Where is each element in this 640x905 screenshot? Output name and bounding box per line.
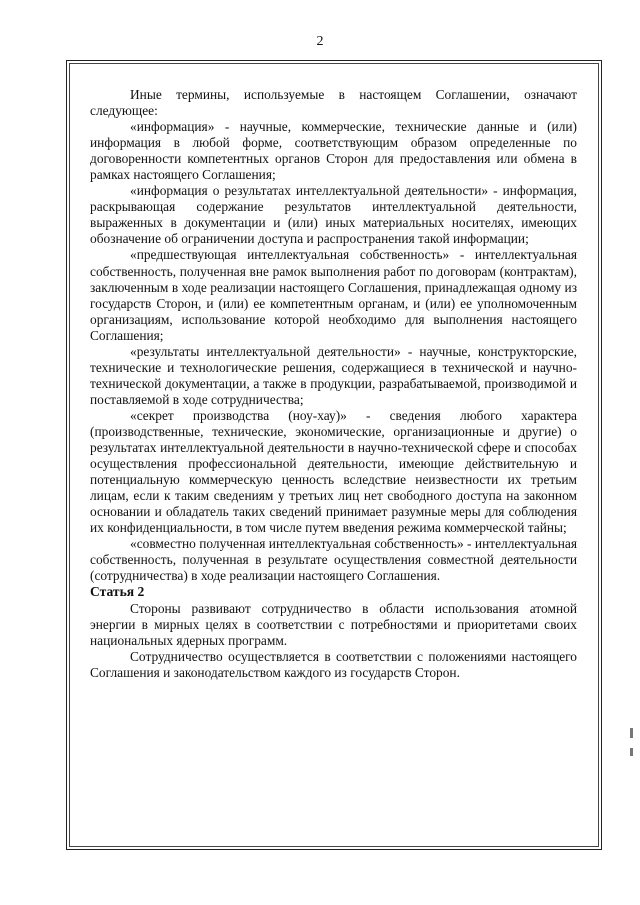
document-body xyxy=(90,87,577,681)
paragraph-intro: Иные термины, используемые в настоящем Соглашении, означают следующее: xyxy=(90,87,577,119)
article-heading: Статья 2 xyxy=(90,584,145,600)
definition-prior-ip: «предшествующая интеллектуальная собственность» - интеллектуальная собственность, полученная вне рамок выполнения работ по договорам (контрактам), заключенным в ходе реализации настоящего Соглашения, принадлежащая одному из государств Сторон, и (или) ее компетентным органам, и (или) ее уполномоченным организациям, использование которой необходимо для выполнения настоящего Соглашения; xyxy=(90,247,577,343)
definition-know-how: «секрет производства (ноу-хау)» - сведения любого характера (производственные, технические, экономические, организационные и другие) о результатах интеллектуальной деятельности в научно-технической сфере и способах осуществления профессиональной деятельности, имеющие действительную и потенциальную коммерческую ценность вследствие неизвестности их третьим лицам, если к таким сведениям у третьих лиц нет свободного доступа на законном основании и обладатель таких сведений принимает разумные меры для соблюдения их конфиденциальности, в том числе путем введения режима коммерческой тайны; xyxy=(90,407,577,536)
article-2-paragraph-1: Стороны развивают сотрудничество в области использования атомной энергии в мирных целях в соответствии с потребностями и приоритетами своих национальных ядерных программ. xyxy=(90,600,577,648)
margin-mark xyxy=(630,748,633,756)
definition-ip-results-info: «информация о результатах интеллектуальной деятельности» - информация, раскрывающая содержание результатов интеллектуальной деятельности, выраженных в документации и (или) иных материальных носителях, имеющих обозначение об ограничении доступа и распространения такой информации; xyxy=(90,183,577,247)
article-2-paragraph-2: Сотрудничество осуществляется в соответствии с положениями настоящего Соглашения и законодательством каждого из государств Сторон. xyxy=(90,648,577,680)
definition-joint-ip: «совместно полученная интеллектуальная собственность» - интеллектуальная собственность, полученная в результате осуществления совместной деятельности (сотрудничества) в ходе реализации настоящего Соглашения. xyxy=(90,536,577,584)
page-number: 2 xyxy=(316,34,324,49)
definition-ip-results: «результаты интеллектуальной деятельности» - научные, конструкторские, технические и технологические решения, содержащиеся в технической и научно-технической документации, а также в продукции, разрабатываемой, производимой и поставляемой в ходе сотрудничества; xyxy=(90,343,577,407)
margin-mark xyxy=(630,728,633,738)
definition-information: «информация» - научные, коммерческие, технические данные и (или) информация в любой форме, соответствующим образом определенные по договоренности компетентных органов Сторон для предоставления или обмена в рамках настоящего Соглашения; xyxy=(90,119,577,183)
